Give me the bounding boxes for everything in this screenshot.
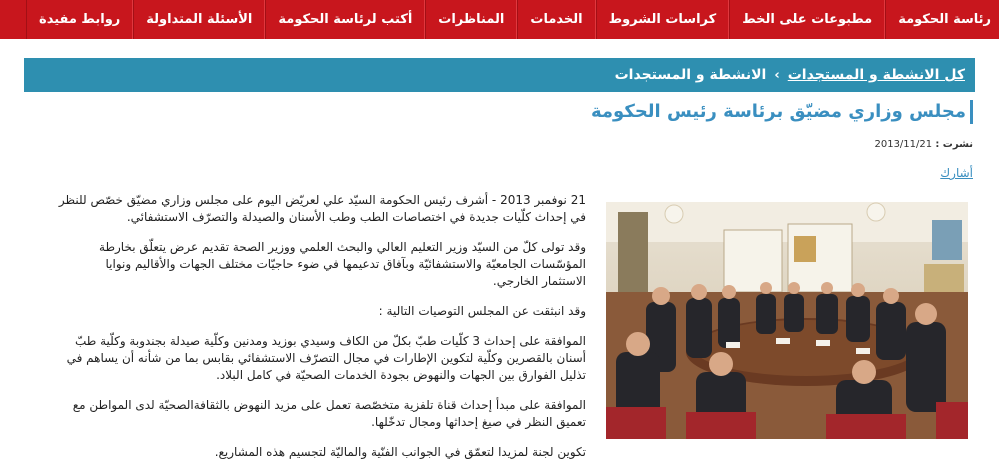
share-link[interactable]: أشارك	[940, 166, 973, 180]
nav-item-tenders[interactable]: كراسات الشروط	[596, 0, 730, 39]
article-body	[58, 192, 586, 474]
nav-item-online-forms[interactable]: مطبوعات على الخط	[729, 0, 885, 39]
nav-item-useful-links[interactable]: روابط مفيدة	[26, 0, 133, 39]
nav-item-faq[interactable]: الأسئلة المتداولة	[133, 0, 265, 39]
main-nav	[0, 0, 999, 39]
nav-item-services[interactable]: الخدمات	[517, 0, 595, 39]
article-paragraph: الموافقة على إحداث 3 كلّيات طبّ بكلّ من الكاف وسيدي بوزيد ومدنين وكلّية صيدلة بجندوبة وكلّية طبّ أسنان بالقصرين وكلّية لتكوين الإطارات في مجال التصرّف الاستشفائي بقابس بما من شأنه أن يساهم في تذليل الفوارق بين الجهات والنهوض بجودة الخدمات الصحيّة في كامل البلاد.	[66, 334, 586, 382]
nav-item-competitions[interactable]: المناظرات	[425, 0, 517, 39]
article-paragraph: الموافقة على مبدأ إحداث قناة تلفزية متخصّصة تعمل على مزيد النهوض بالثقافةالصحيّة لدى المواطن مع تعميق النظر في صيغ إحداثها ومجال تدخّلها.	[72, 398, 586, 429]
meeting-photo	[606, 202, 968, 439]
publish-date-value: 2013/11/21	[874, 139, 933, 150]
article-title: مجلس وزاري مضيّق برئاسة رئيس الحكومة	[66, 100, 973, 124]
nav-item-government[interactable]: رئاسة الحكومة	[885, 0, 999, 39]
meeting-photo-illustration	[606, 202, 968, 439]
article-paragraph: تكوين لجنة لمزيدا لتعمّق في الجوانب الفنّية والماليّة لتجسيم هذه المشاريع.	[214, 445, 586, 459]
breadcrumb	[24, 58, 975, 92]
article-paragraph: وقد انبثقت عن المجلس التوصيات التالية :	[378, 304, 586, 318]
publish-date	[874, 139, 973, 150]
article-paragraph: وقد تولى كلّ من السيّد وزير التعليم العالي والبحث العلمي ووزير الصحة تقديم عرض يتعلّق بخارطة المؤسّسات الجامعيّة والاستشفائيّة وبآفاق تدعيمها في ضوء حاجيّات مختلف الجهات والأقاليم ونوايا الاستثمار الخارجي.	[99, 240, 586, 288]
article-paragraph: 21 نوفمبر 2013 - أشرف رئيس الحكومة السيّد علي لعريّض اليوم على مجلس وزاري مضيّق خصّص للنظر في إحداث كلّيات جديدة في اختصاصات الطب وطب الأسنان والصيدلة والتصرّف الاستشفائي.	[58, 193, 586, 224]
breadcrumb-current: الانشطة و المستجدات	[614, 67, 767, 83]
publish-date-label: نشرت :	[935, 139, 973, 150]
breadcrumb-separator: ›	[774, 67, 780, 83]
breadcrumb-root-link[interactable]: كل الانشطة و المستجدات	[787, 67, 965, 83]
nav-item-write-to-government[interactable]: أكتب لرئاسة الحكومة	[265, 0, 425, 39]
